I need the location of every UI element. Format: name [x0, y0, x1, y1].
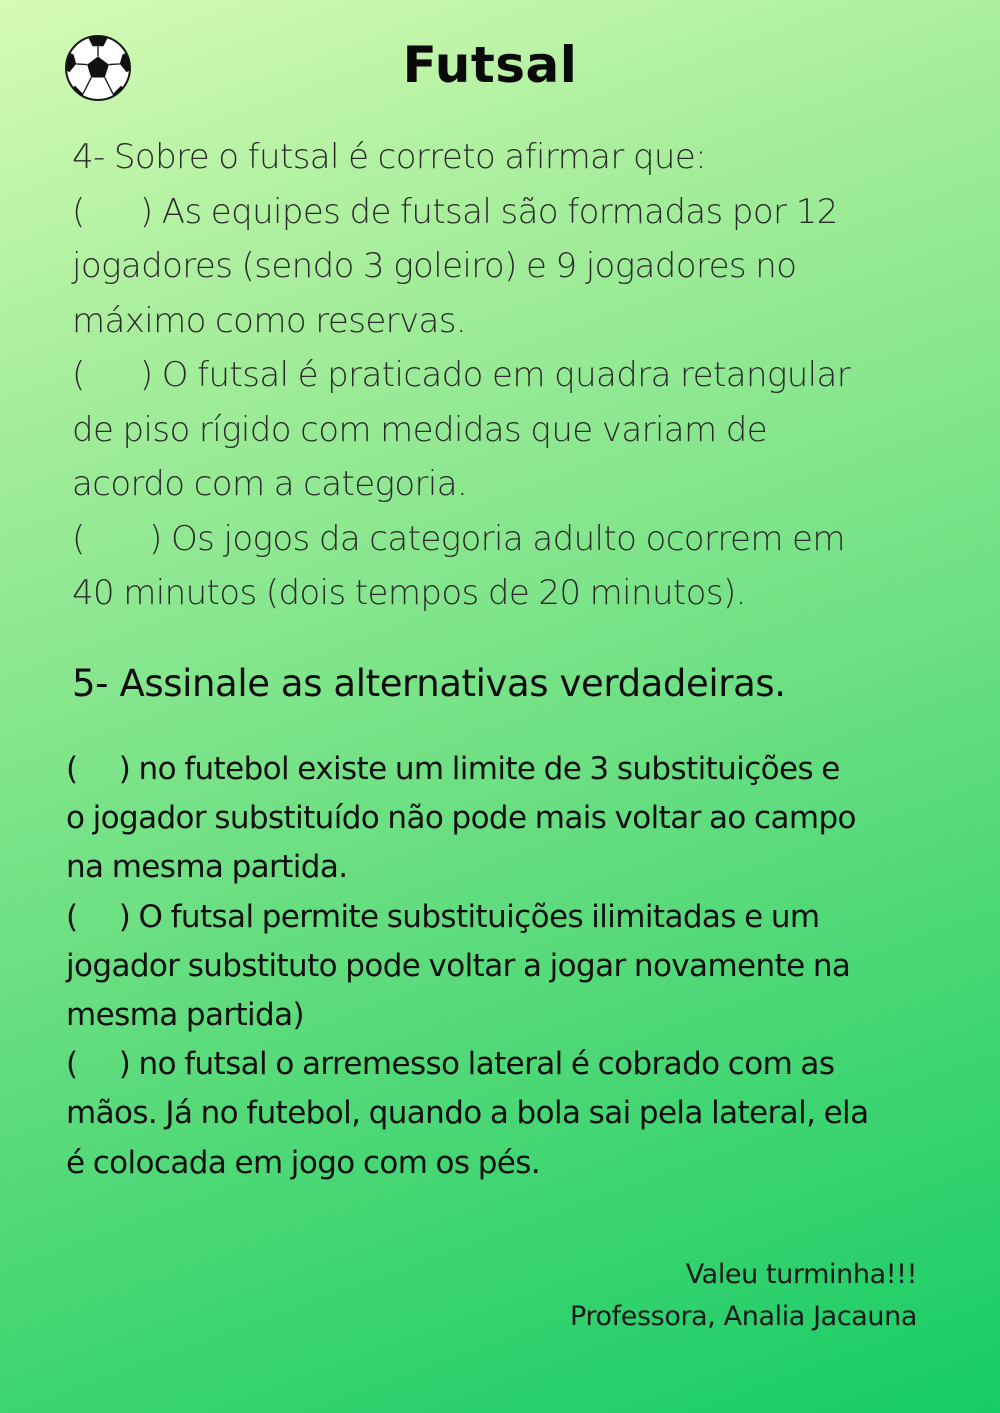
answer-blank[interactable]: ( ) [72, 355, 153, 395]
option-text-line: de piso rígido com medidas que variam de [72, 409, 768, 450]
question-5 [66, 745, 966, 1188]
question-4-option-3 [72, 512, 952, 567]
question-5-prompt: 5- Assinale as alternativas verdadeiras. [72, 662, 786, 705]
option-text: O futsal é praticado em quadra retangular [161, 355, 851, 395]
option-text-line: na mesma partida. [66, 849, 348, 886]
farewell-text: Valeu turminha!!! [685, 1259, 917, 1290]
answer-blank[interactable]: ( ) [66, 898, 131, 935]
question-4 [72, 130, 952, 621]
option-text: O futsal permite substituições ilimitadas e um [138, 898, 820, 935]
answer-blank[interactable]: ( ) [72, 518, 162, 559]
option-text: no futebol existe um limite de 3 substituições e [138, 751, 840, 787]
option-text-line: acordo com a categoria. [72, 464, 468, 504]
option-text: no futsal o arremesso lateral é cobrado com as [138, 1046, 835, 1083]
question-5-option-3 [66, 1040, 966, 1089]
question-5-option-1 [66, 745, 966, 794]
option-text-line: mãos. Já no futebol, quando a bola sai pela lateral, ela [66, 1095, 869, 1132]
option-text: Os jogos da categoria adulto ocorrem em [171, 518, 845, 559]
option-text-line: o jogador substituído não pode mais voltar ao campo [66, 800, 856, 837]
answer-blank[interactable]: ( ) [66, 751, 131, 787]
option-text-line: jogador substituto pode voltar a jogar novamente na [66, 947, 851, 984]
question-4-option-1 [72, 185, 952, 240]
option-text-line: jogadores (sendo 3 goleiro) e 9 jogadores no [72, 246, 797, 286]
option-text-line: mesma partida) [66, 997, 305, 1034]
answer-blank[interactable]: ( ) [72, 191, 153, 232]
teacher-name: Professora, Analia Jacauna [570, 1301, 917, 1332]
page-title: Futsal [402, 36, 578, 94]
answer-blank[interactable]: ( ) [66, 1046, 131, 1083]
question-5-option-2 [66, 893, 966, 942]
question-4-option-2 [72, 348, 952, 403]
option-text-line: máximo como reservas. [72, 300, 467, 341]
option-text: As equipes de futsal são formadas por 12 [161, 191, 838, 232]
option-text-line: 40 minutos (dois tempos de 20 minutos). [72, 573, 746, 613]
signature [570, 1254, 917, 1338]
question-4-prompt: 4- Sobre o futsal é correto afirmar que: [72, 137, 707, 177]
option-text-line: é colocada em jogo com os pés. [66, 1144, 541, 1181]
